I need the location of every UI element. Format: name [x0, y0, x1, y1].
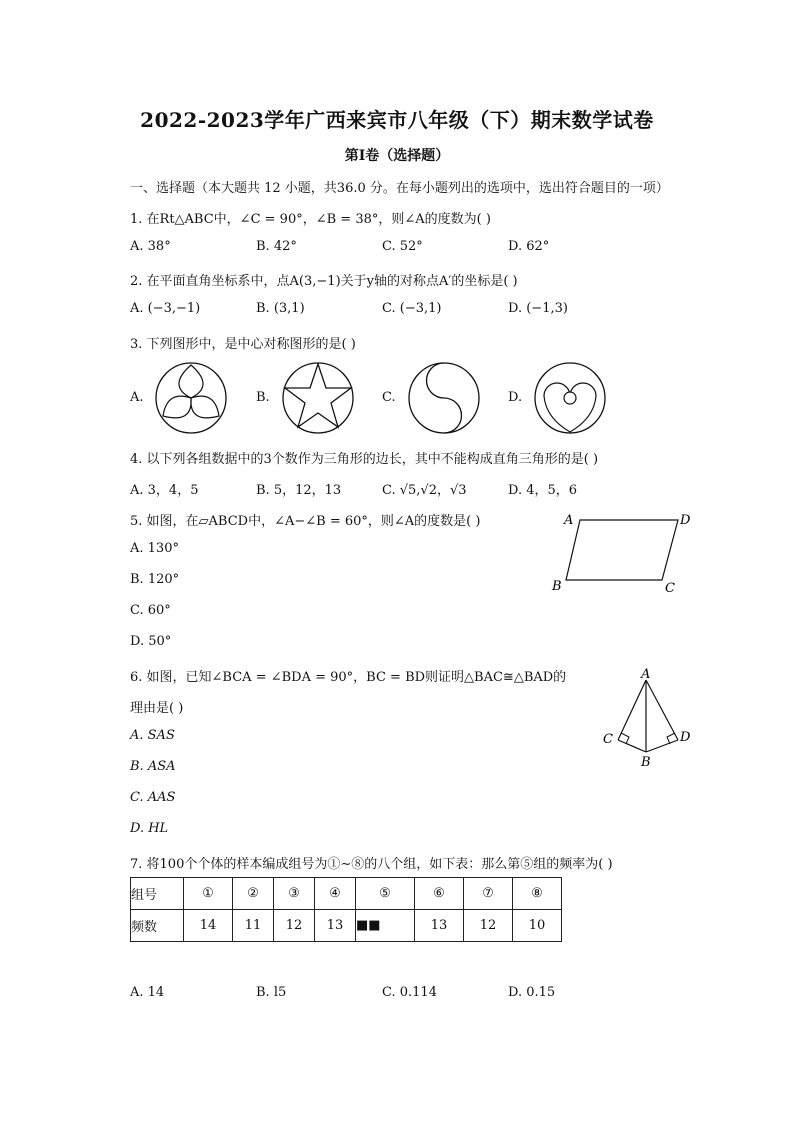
kite-figure [598, 666, 698, 770]
table-cell-hidden: ■■ [356, 910, 415, 942]
table-cell: ⑦ [464, 878, 513, 910]
q2-option-a: A. (−3,−1) [130, 301, 201, 316]
question-6-stem: 6. 如图，已知∠BCA = ∠BDA = 90°，BC = BD则证明△BAC≅△BAD的 [130, 670, 567, 685]
q6-option-a: A. SAS [130, 728, 175, 743]
table-cell: 14 [184, 910, 233, 942]
star-figure [280, 360, 356, 436]
label-c: C [665, 581, 675, 596]
kite-label-a: A [641, 667, 651, 682]
table-cell: ⑧ [513, 878, 562, 910]
table-head-frequency: 频数 [131, 910, 184, 942]
kite-label-c: C [603, 732, 613, 747]
q6-option-b: B. ASA [130, 759, 176, 774]
question-5-stem: 5. 如图，在▱ABCD中，∠A−∠B = 60°，则∠A的度数是( ) [130, 514, 481, 529]
page-subtitle: 第I卷（选择题） [344, 148, 450, 164]
table-head-group: 组号 [131, 878, 184, 910]
table-cell: 11 [233, 910, 274, 942]
q7-option-a: A. 14 [130, 985, 165, 1000]
q7-option-d: D. 0.15 [508, 985, 556, 1000]
question-3-stem: 3. 下列图形中，是中心对称图形的是( ) [130, 337, 356, 352]
q6-option-d: D. HL [130, 821, 169, 836]
question-1-stem: 1. 在Rt△ABC中，∠C = 90°，∠B = 38°，则∠A的度数为( ) [130, 212, 491, 227]
q4-option-d: D. 4，5，6 [508, 483, 578, 498]
q3-option-a: A. [130, 390, 144, 405]
table-cell: 12 [464, 910, 513, 942]
question-4-stem: 4. 以下列各组数据中的3个数作为三角形的边长，其中不能构成直角三角形的是( ) [130, 452, 599, 467]
table-cell: ⑥ [415, 878, 464, 910]
trefoil-figure [153, 360, 229, 436]
q4-option-a: A. 3，4，5 [130, 483, 199, 498]
label-a: A [564, 513, 574, 528]
table-row-frequency [131, 910, 562, 942]
table-cell: ⑤ [356, 878, 415, 910]
q3-option-b: B. [256, 390, 270, 405]
heart-circle-figure [532, 360, 608, 436]
table-cell: ③ [274, 878, 315, 910]
table-cell: 13 [415, 910, 464, 942]
frequency-table [130, 877, 562, 942]
table-cell: 12 [274, 910, 315, 942]
q1-option-d: D. 62° [508, 239, 550, 254]
question-7-stem: 7. 将100个个体的样本编成组号为①∼⑧的八个组，如下表：那么第⑤组的频率为( ) [130, 857, 613, 872]
parallelogram-figure [550, 508, 700, 596]
q2-option-b: B. (3,1) [256, 301, 305, 316]
table-cell: 13 [315, 910, 356, 942]
q4-option-b: B. 5，12，13 [256, 483, 342, 498]
q3-option-d: D. [508, 390, 523, 405]
q5-option-d: D. 50° [130, 634, 172, 649]
q5-option-a: A. 130° [130, 541, 179, 556]
q5-option-b: B. 120° [130, 572, 180, 587]
table-cell: ④ [315, 878, 356, 910]
q4-option-c: C. √5,√2，√3 [382, 483, 467, 498]
q7-option-b: B. l5 [256, 985, 287, 1000]
table-cell: 10 [513, 910, 562, 942]
q7-option-c: C. 0.114 [382, 985, 437, 1000]
q5-option-c: C. 60° [130, 603, 171, 618]
yin-yang-figure [406, 360, 482, 436]
kite-label-b: B [641, 755, 651, 770]
q2-option-c: C. (−3,1) [382, 301, 442, 316]
q6-option-c: C. AAS [130, 790, 176, 805]
q1-option-a: A. 38° [130, 239, 171, 254]
page-title: 2022-2023学年广西来宾市八年级（下）期末数学试卷 [140, 108, 654, 132]
q1-option-b: B. 42° [256, 239, 297, 254]
section-heading: 一、选择题（本大题共 12 小题，共36.0 分。在每小题列出的选项中，选出符合题目的一项） [130, 181, 669, 196]
label-b: B [552, 579, 562, 594]
table-cell: ① [184, 878, 233, 910]
label-d: D [680, 513, 691, 528]
q3-option-c: C. [382, 390, 396, 405]
table-row-group [131, 878, 562, 910]
question-6-stem-cont: 理由是( ) [130, 701, 184, 716]
q2-option-d: D. (−1,3) [508, 301, 568, 316]
kite-label-d: D [680, 730, 691, 745]
table-cell: ② [233, 878, 274, 910]
q1-option-c: C. 52° [382, 239, 423, 254]
question-2-stem: 2. 在平面直角坐标系中，点A(3,−1)关于y轴的对称点A′的坐标是( ) [130, 274, 518, 289]
